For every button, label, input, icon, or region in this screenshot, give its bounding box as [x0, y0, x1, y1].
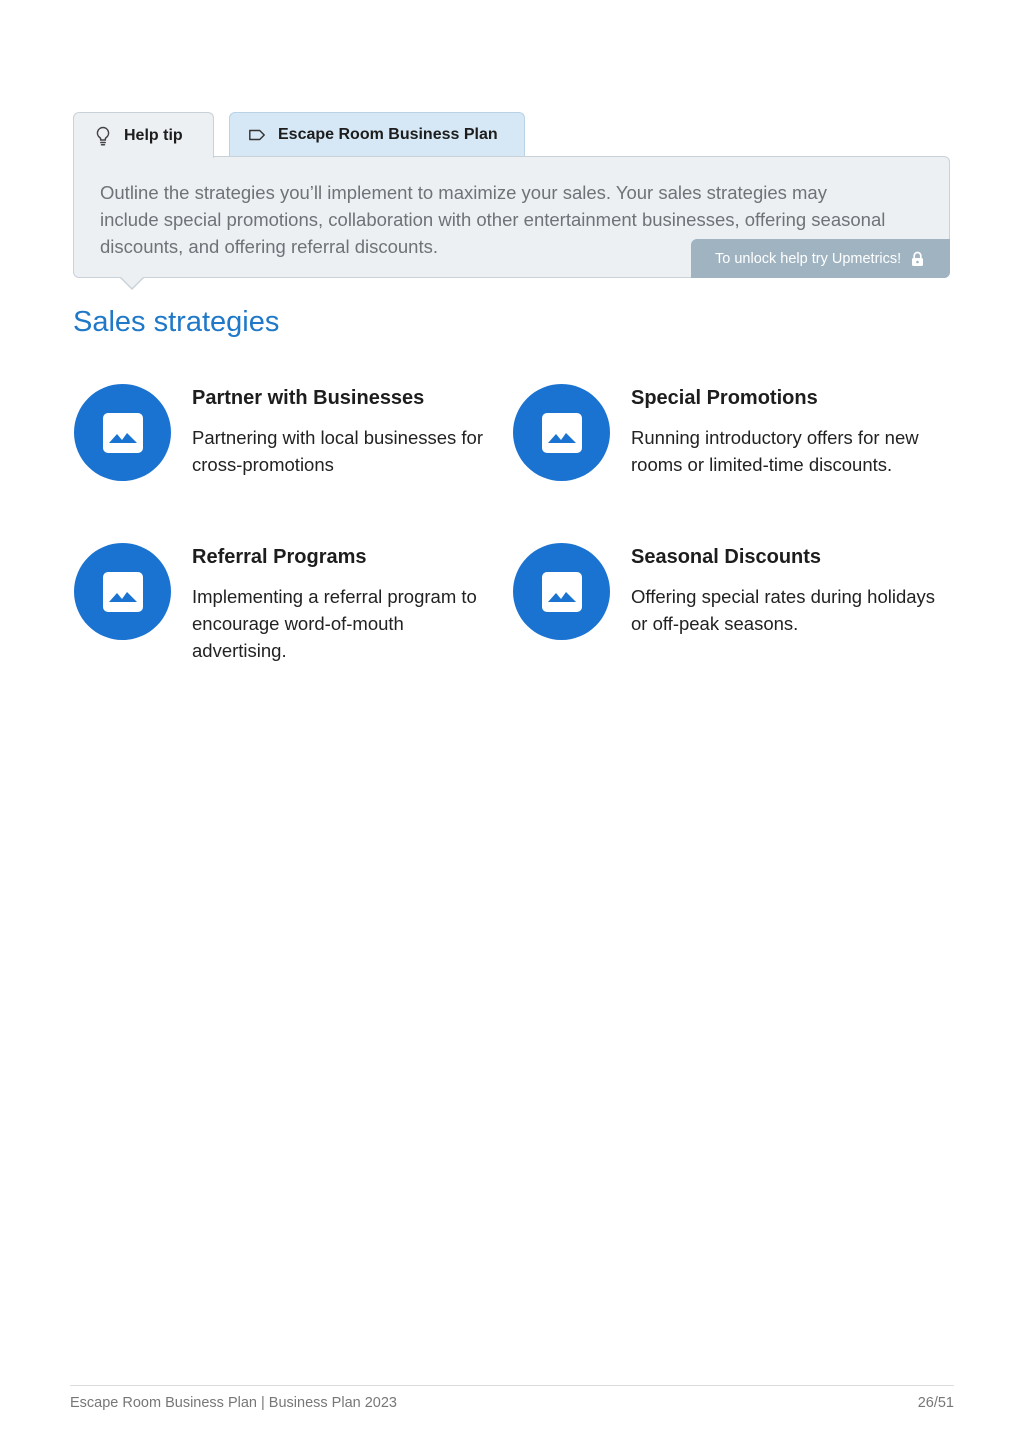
- image-icon: [513, 384, 610, 481]
- unlock-help-label: To unlock help try Upmetrics!: [715, 250, 902, 267]
- strategy-title: Referral Programs: [192, 546, 367, 568]
- help-tip-tab[interactable]: [73, 112, 214, 158]
- strategy-description: Running introductory offers for new rooms or limited-time discounts.: [631, 427, 919, 475]
- help-tip-pointer-fill: [119, 275, 145, 288]
- strategy-title: Seasonal Discounts: [631, 546, 822, 568]
- tag-icon: [248, 125, 266, 145]
- strategy-description: Implementing a referral program to encourage word-of-mouth advertising.: [192, 586, 477, 661]
- help-tip-label: Help tip: [124, 126, 183, 144]
- page-number: 26/51: [917, 1395, 954, 1411]
- image-icon: [74, 543, 171, 640]
- help-tip-panel: [73, 156, 950, 278]
- strategy-title: Partner with Businesses: [192, 387, 425, 409]
- unlock-help-button[interactable]: [691, 239, 950, 278]
- lightbulb-icon: [94, 126, 112, 146]
- section-title: Sales strategies: [73, 306, 280, 338]
- strategy-description: Offering special rates during holidays or off-peak seasons.: [631, 586, 936, 634]
- help-tip-text: Outline the strategies you’ll implement to maximize your sales. Your sales strategies may include special promotions, collaboration with other entertainment businesses, offering seasonal discounts, and offering referral discounts.: [100, 182, 886, 257]
- strategy-title: Special Promotions: [631, 387, 818, 409]
- lock-icon: [911, 251, 924, 267]
- image-icon: [513, 543, 610, 640]
- strategy-description: Partnering with local businesses for cross-promotions: [192, 427, 484, 475]
- footer-divider: [70, 1385, 954, 1386]
- image-icon: [74, 384, 171, 481]
- business-plan-tab[interactable]: [229, 112, 525, 157]
- footer-document-title: Escape Room Business Plan | Business Plan 2023: [70, 1395, 397, 1411]
- business-plan-tab-label: Escape Room Business Plan: [278, 126, 498, 143]
